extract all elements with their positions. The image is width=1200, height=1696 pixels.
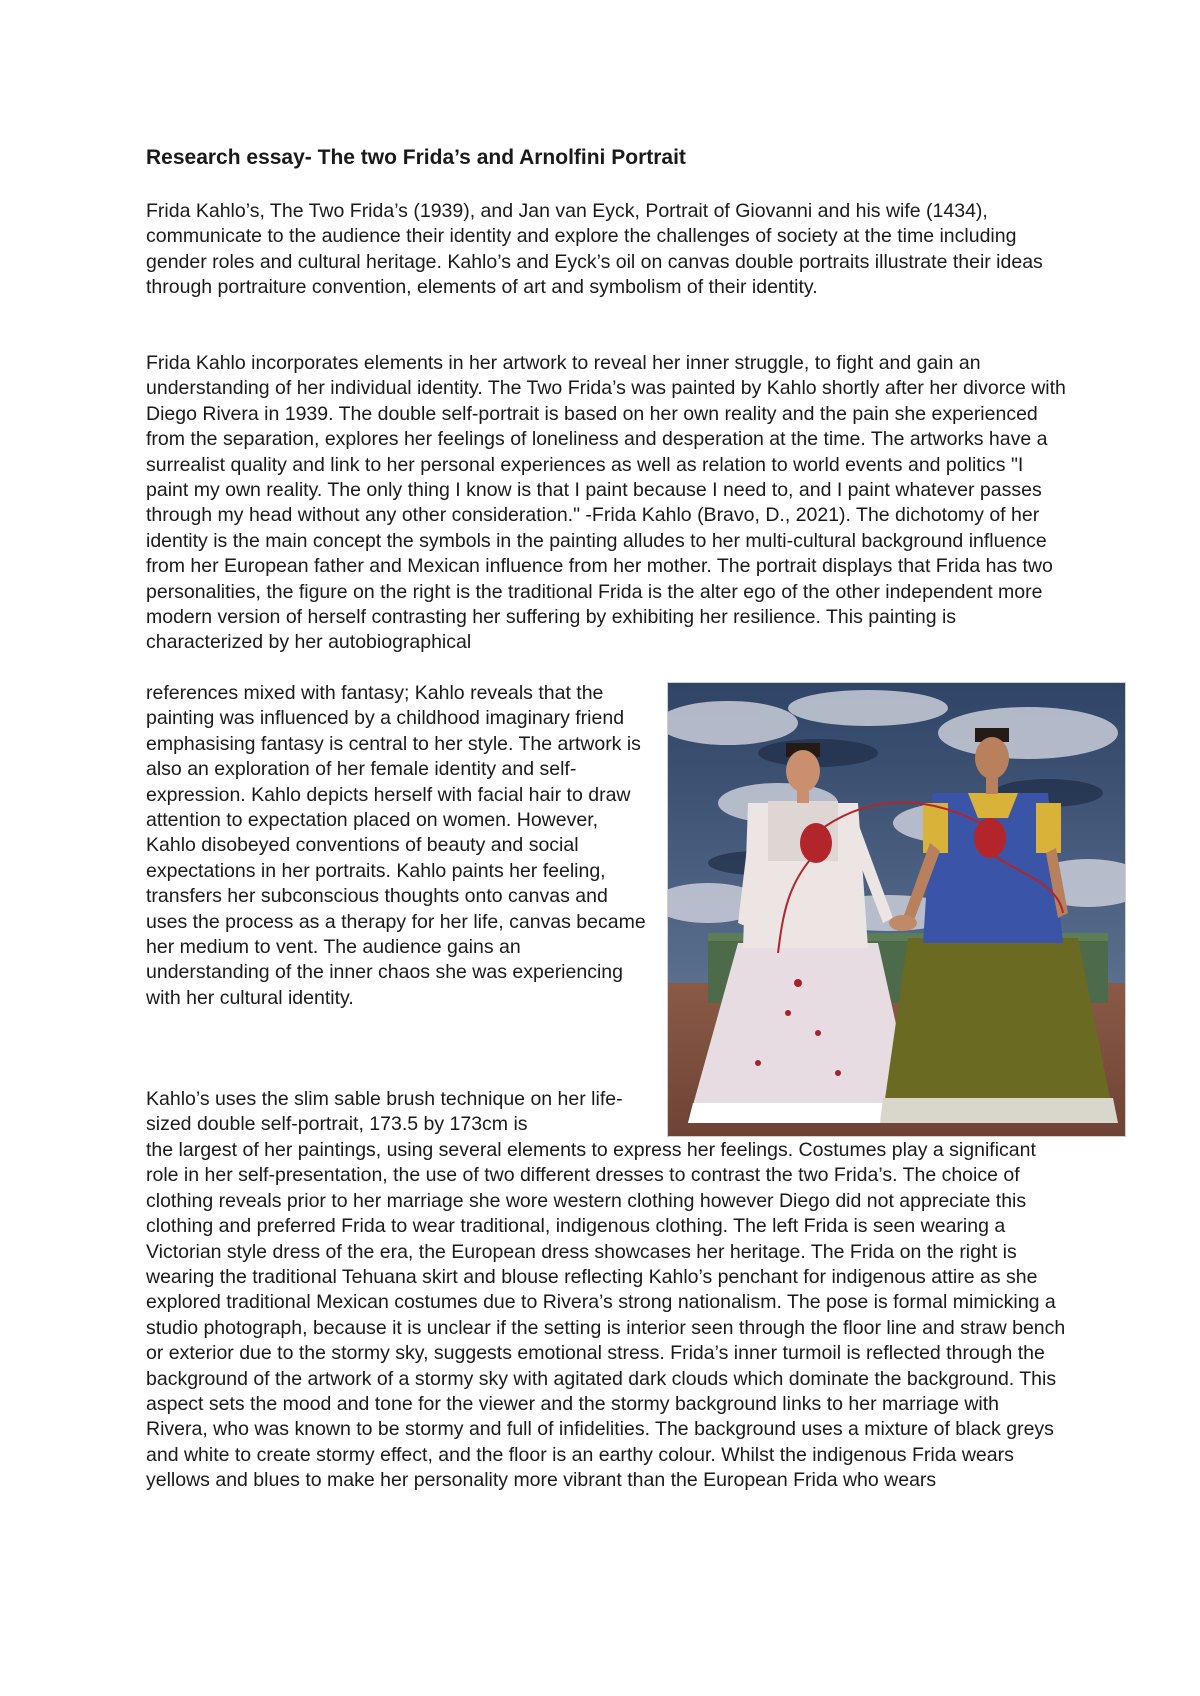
intro-paragraph: Frida Kahlo’s, The Two Frida’s (1939), and Jan van Eyck, Portrait of Giovanni and his wife (1434), communicate to the audience their identity and explore the challenges of society at the time including gender roles and cultural heritage. Kahlo’s and Eyck’s oil on canvas double portraits illustrate their ideas through portraiture convention, elements of art and symbolism of their identity. <box>146 200 1043 299</box>
body-paragraph-1-wrapped: references mixed with fantasy; Kahlo reveals that the painting was influenced by a childhood imaginary friend emphasising fantasy is central to her style. The artwork is also an exploration of her female identity and self-expression. Kahlo depicts herself with facial hair to draw attention to expectation placed on women. However, Kahlo disobeyed conventions of beauty and social expectations in her portraits. Kahlo paints her feeling, transfers her subconscious thoughts onto canvas and uses the process as a therapy for her life, canvas became her medium to vent. The audience gains an understanding of the inner chaos she was experiencing with her cultural identity. <box>146 682 646 1009</box>
essay-title: Research essay- The two Frida’s and Arnolfini Portrait <box>146 146 686 169</box>
two-fridas-painting-image <box>667 682 1126 1137</box>
two-fridas-painting-icon <box>668 683 1125 1136</box>
body-paragraph-2-full-width: the largest of her paintings, using several elements to express her feelings. Costumes play a significant role in her self-presentation, the use of two different dresses to contrast the two Frida’s. The choice of clothing reveals prior to her marriage she wore western clothing however Diego did not appreciate this clothing and preferred Frida to wear traditional, indigenous clothing. The left Frida is seen wearing a Victorian style dress of the era, the European dress showcases her heritage. The Frida on the right is wearing the traditional Tehuana skirt and blouse reflecting Kahlo’s penchant for indigenous attire as she explored traditional Mexican costumes due to Rivera’s strong nationalism. The pose is formal mimicking a studio photograph, because it is unclear if the setting is interior seen through the floor line and straw bench or exterior due to the stormy sky, suggests emotional stress. Frida’s inner turmoil is reflected through the background of the artwork of a stormy sky with agitated dark clouds which dominate the background. This aspect sets the mood and tone for the viewer and the stormy background links to her marriage with Rivera, who was known to be stormy and full of infidelities. The background uses a mixture of black greys and white to create stormy effect, and the floor is an earthy colour. Whilst the indigenous Frida wears yellows and blues to make her personality more vibrant than the European Frida who wears <box>146 1139 1066 1492</box>
body-paragraph-1-full-width: Frida Kahlo incorporates elements in her artwork to reveal her inner struggle, to fight and gain an understanding of her individual identity. The Two Frida’s was painted by Kahlo shortly after her divorce with Diego Rivera in 1939. The double self-portrait is based on her own reality and the pain she experienced from the separation, explores her feelings of loneliness and desperation at the time. The artworks have a surrealist quality and link to her personal experiences as well as relation to world events and politics "I paint my own reality. The only thing I know is that I paint because I need to, and I paint whatever passes through my head without any other consideration." -Frida Kahlo (Bravo, D., 2021). The dichotomy of her identity is the main concept the symbols in the painting alludes to her multi-cultural background influence from her European father and Mexican influence from her mother. The portrait displays that Frida has two personalities, the figure on the right is the traditional Frida is the alter ego of the other independent more modern version of herself contrasting her suffering by exhibiting her resilience. This painting is characterized by her autobiographical <box>146 352 1066 654</box>
body-paragraph-2-wrapped: Kahlo’s uses the slim sable brush technique on her life-sized double self-portrait, 173.5 by 173cm is <box>146 1088 623 1136</box>
